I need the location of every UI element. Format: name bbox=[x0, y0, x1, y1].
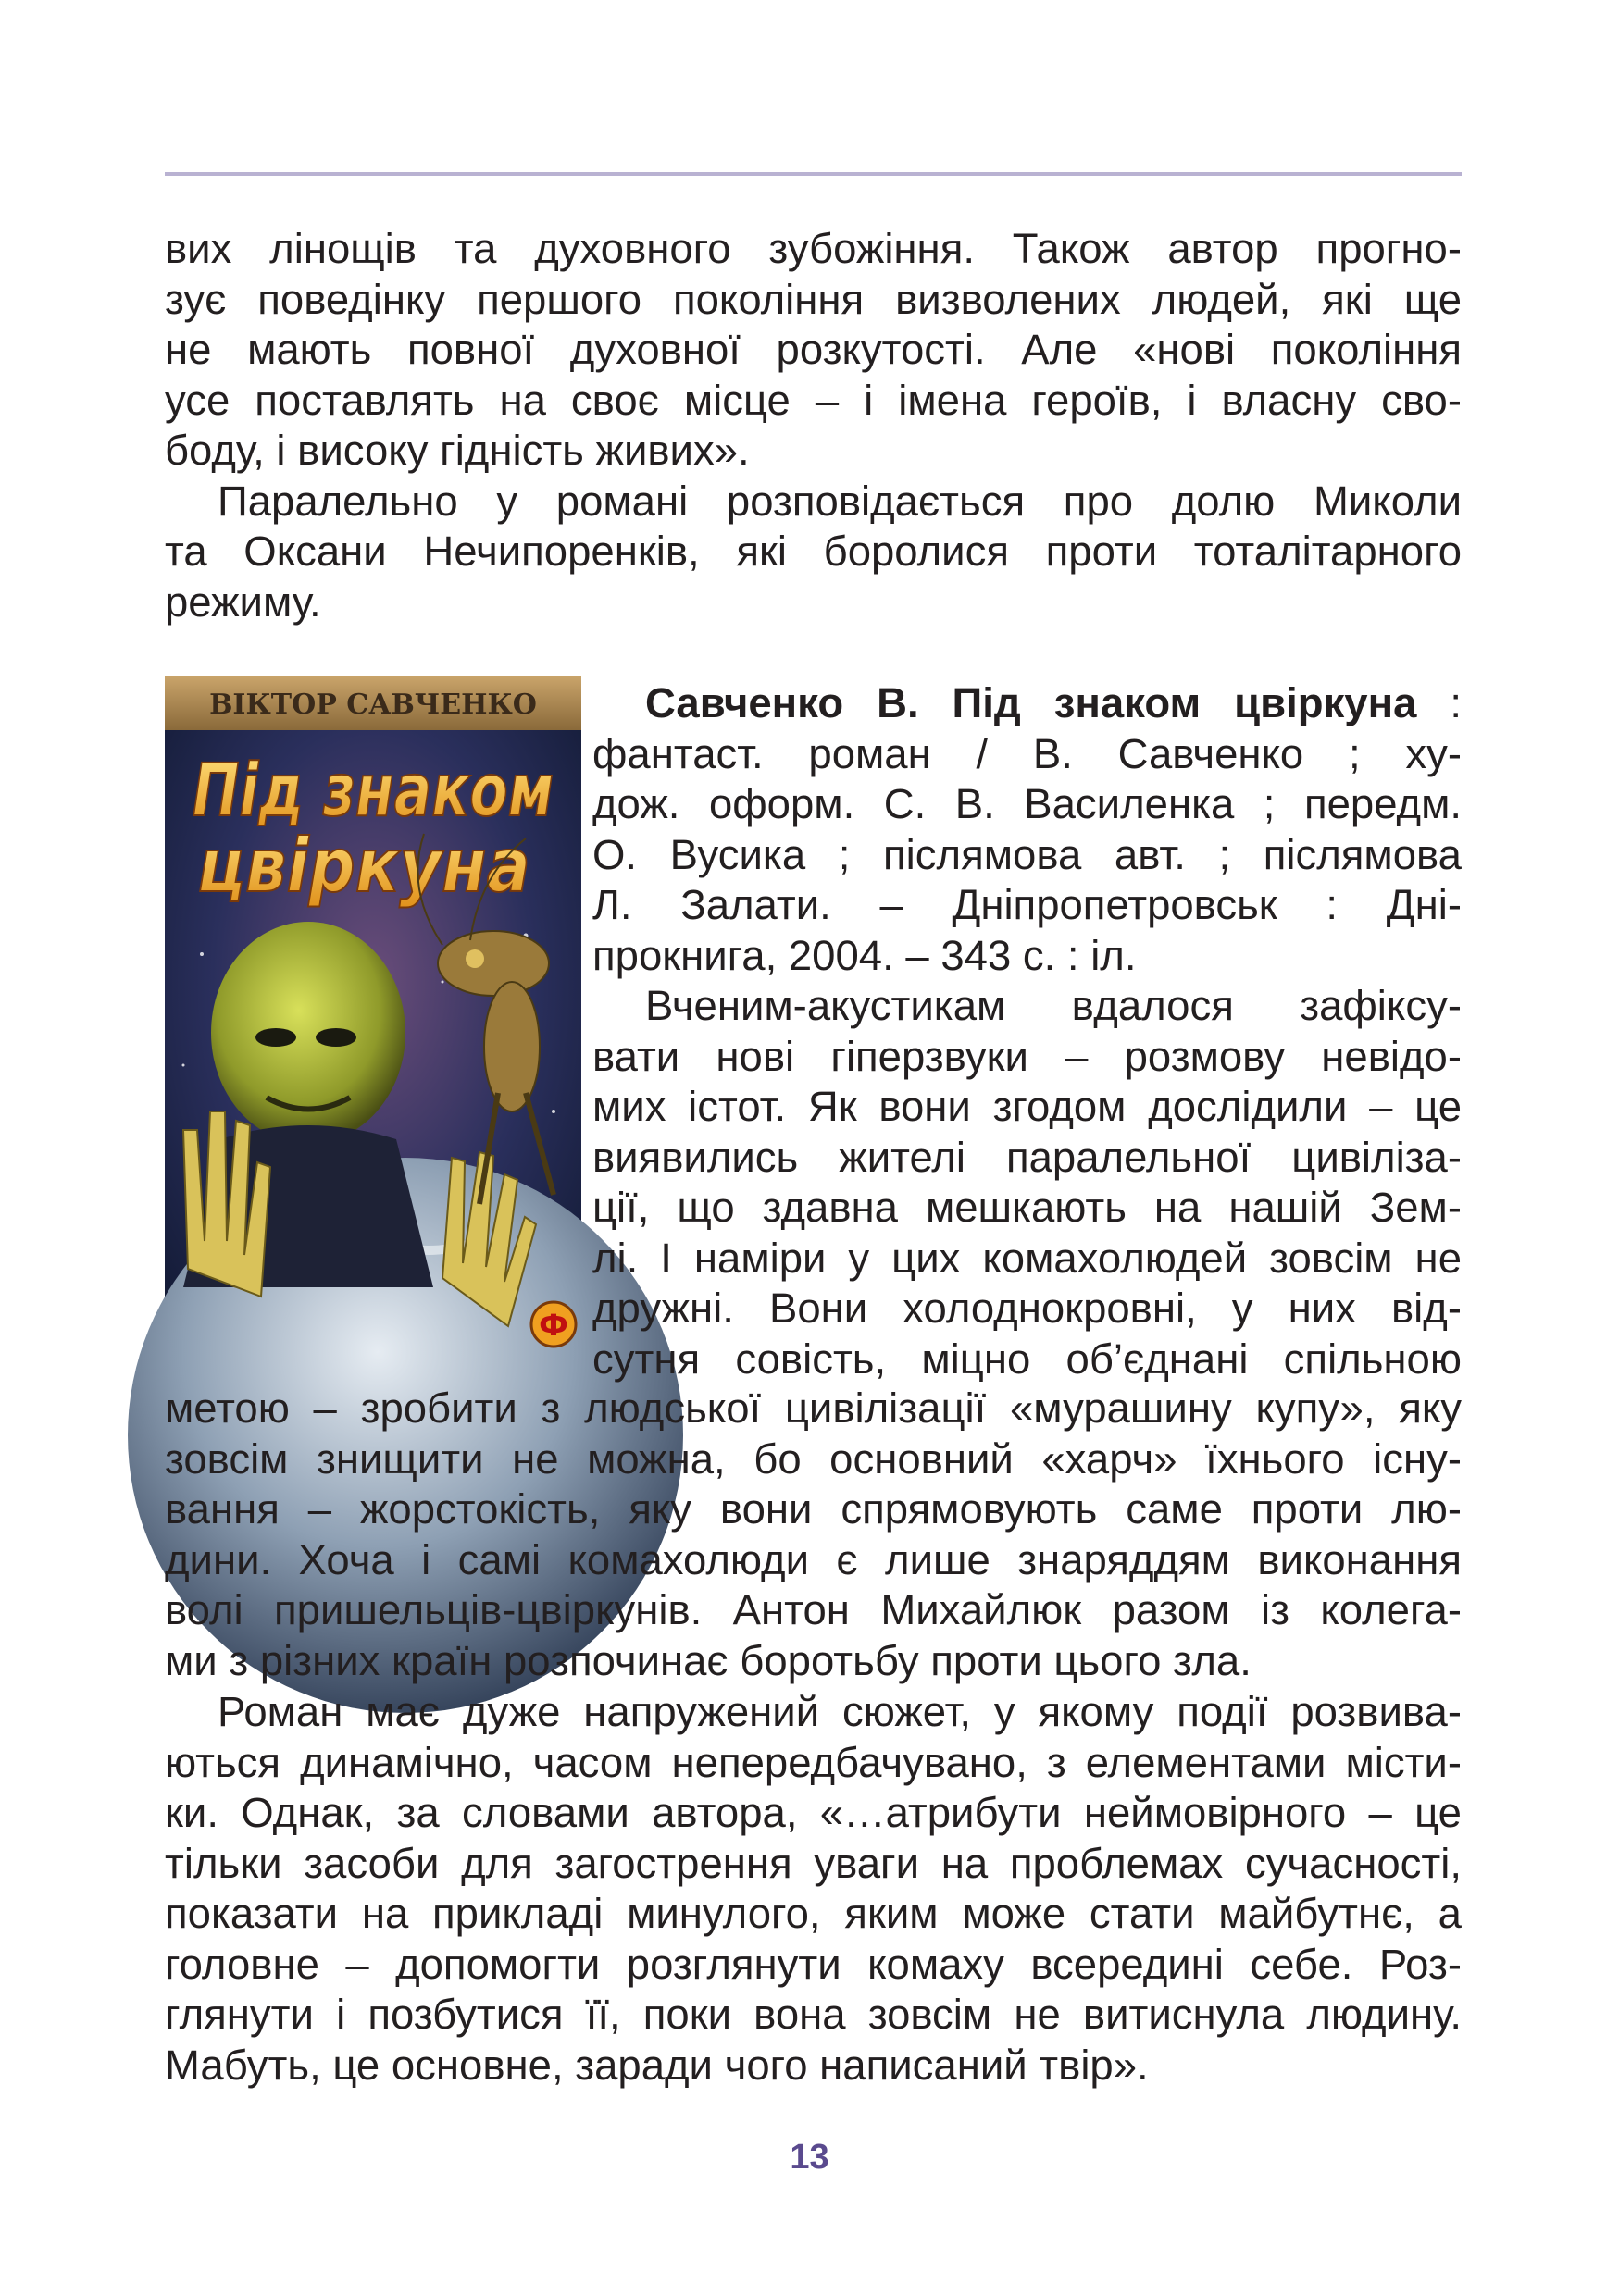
text-line: та Оксани Нечипоренків, які боролися проти тоталітарного bbox=[165, 527, 1462, 575]
book-cover-image bbox=[165, 676, 581, 1359]
citation-line: дож. оформ. С. В. Василенка ; передм. bbox=[592, 780, 1462, 827]
publisher-mark: Ф bbox=[539, 1308, 568, 1343]
annotation-line: дружні. Вони холоднокровні, у них від- bbox=[592, 1285, 1462, 1332]
citation-line: Савченко В. Під знаком цвіркуна : bbox=[645, 679, 1462, 726]
text-line: режиму. bbox=[165, 577, 321, 626]
annotation-line: мих істот. Як вони згодом дослідили – це bbox=[592, 1083, 1462, 1130]
annotation-line: ми з різних країн розпочинає боротьбу проти цього зла. bbox=[165, 1636, 1252, 1684]
text-line: Роман має дуже напружений сюжет, у якому події розвива- bbox=[218, 1688, 1462, 1735]
cover-title-line1: Під знаком bbox=[193, 750, 554, 833]
text-line: вих лінощів та духовного зубожіння. Також автор прогно- bbox=[165, 225, 1462, 272]
final-paragraph bbox=[165, 1687, 1462, 2091]
cover-author: ВІКТОР САВЧЕНКО bbox=[209, 689, 537, 721]
cover-title-line2: цвіркуна bbox=[197, 823, 530, 909]
annotation-line: Вченим-акустикам вдалося зафіксу- bbox=[645, 982, 1462, 1029]
text-line: не мають повної духовної розкутості. Але «нові покоління bbox=[165, 326, 1462, 373]
citation-title: Савченко В. Під знаком цвіркуна bbox=[645, 679, 1417, 726]
citation-line: прокнига, 2004. – 343 с. : іл. bbox=[592, 931, 1137, 979]
header-rule bbox=[165, 172, 1462, 176]
text-line: показати на прикладі минулого, яким може стати майбутнє, а bbox=[165, 1890, 1462, 1937]
page-number: 13 bbox=[790, 2138, 829, 2177]
text-line: Паралельно у романі розповідається про долю Миколи bbox=[218, 477, 1462, 525]
text-line: боду, і високу гідність живих». bbox=[165, 427, 750, 474]
annotation-line: ції, що здавна мешкають на нашій Зем- bbox=[592, 1184, 1462, 1231]
text-line: Мабуть, це основне, заради чого написаний твір». bbox=[165, 2041, 1149, 2089]
text-line: головне – допомогти розглянути комаху всередині себе. Роз- bbox=[165, 1940, 1462, 1988]
annotation-line: зовсім знищити не можна, бо основний «харч» їхнього існу- bbox=[165, 1434, 1462, 1483]
text-line: ки. Однак, за словами автора, «…атрибути неймовірного – це bbox=[165, 1789, 1462, 1836]
text-line: глянути і позбутися її, поки вона зовсім не витиснула людину. bbox=[165, 1991, 1462, 2038]
text-line: зує поведінку першого покоління визволених людей, які ще bbox=[165, 275, 1462, 323]
citation-line: О. Вусика ; післямова авт. ; післямова bbox=[592, 830, 1462, 878]
text-line: усе поставлять на своє місце – і імена героїв, і власну сво- bbox=[165, 376, 1462, 424]
annotation-line: метою – зробити з людської цивілізації «мурашину купу», яку bbox=[165, 1384, 1462, 1432]
book-citation bbox=[592, 678, 1462, 1384]
annotation-line: дини. Хоча і самі комахолюди є лише знаряддям виконання bbox=[165, 1535, 1462, 1583]
citation-line: фантаст. роман / В. Савченко ; ху- bbox=[592, 729, 1462, 777]
annotation-line: лі. І наміри у цих комахолюдей зовсім не bbox=[592, 1234, 1462, 1282]
annotation-line: виявились жителі паралельної цивіліза- bbox=[592, 1133, 1462, 1181]
intro-text bbox=[165, 224, 1462, 627]
annotation-line: вання – жорстокість, яку вони спрямовують саме проти лю- bbox=[165, 1485, 1462, 1533]
citation-line: Л. Залати. – Дніпропетровськ : Дні- bbox=[592, 881, 1462, 928]
annotation-line: вати нові гіперзвуки – розмову невідо- bbox=[592, 1032, 1462, 1080]
text-line: ються динамічно, часом непередбачувано, з елементами місти- bbox=[165, 1738, 1462, 1786]
annotation-text bbox=[165, 1384, 1462, 1686]
annotation-line: волі пришельців-цвіркунів. Антон Михайлюк разом із колега- bbox=[165, 1586, 1462, 1633]
annotation-line: сутня совість, міцно об’єднані спільною bbox=[592, 1334, 1462, 1383]
text-line: тільки засоби для загострення уваги на проблемах сучасності, bbox=[165, 1839, 1462, 1887]
